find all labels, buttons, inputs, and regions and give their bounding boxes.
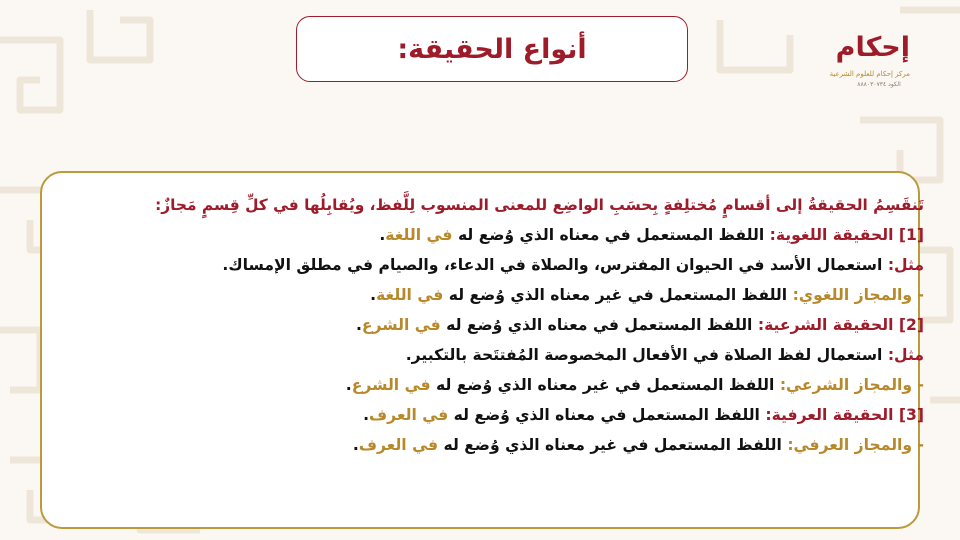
line-lead: - والمجاز اللغوي: [792,286,924,304]
line-literal-truth [58,220,924,250]
line-lead: مثل: [887,256,924,274]
line-end: . [355,316,362,334]
line-tail: في الشرع [361,316,441,334]
line-end: . [345,376,352,394]
page-title: أنواع الحقيقة: [397,33,587,65]
line-legal-truth [58,310,924,340]
line-tail: في الشرع [351,376,431,394]
content-lines [58,190,924,510]
line-end: . [363,406,369,424]
intro-line: تَنقَسِمُ الحقيقةُ إلى أقسامٍ مُختلِفةٍ بِحسَبِ الواضِع للمعنى المنسوب لِلَّفظ، ويُقابِلُها في كلِّ قِسمٍ مَجازٌ: [155,196,924,214]
line-text: اللفظ المستعمل في غير معناه الذي وُضع له [448,286,788,304]
line-lead: [3] الحقيقة العرفية: [765,406,924,424]
line-text: استعمال لفظ الصلاة في الأفعال المخصوصة المُفتتَحة بالتكبير [411,346,883,364]
line-tail: في العرف [358,436,439,454]
line-text: اللفظ المستعمل في غير معناه الذي وُضع له [443,436,782,454]
line-lead: - والمجاز الشرعي: [779,376,924,394]
line-literal-metaphor [58,280,924,310]
line-legal-metaphor [58,370,924,400]
line-customary-metaphor [58,430,924,460]
line-legal-example [58,340,924,370]
title-box [296,16,688,82]
line-lead: مثل: [887,346,924,364]
line-lead: [2] الحقيقة الشرعية: [757,316,924,334]
line-text: اللفظ المستعمل في معناه الذي وُضع له [453,406,760,424]
line-tail: في اللغة [385,226,453,244]
line-text: اللفظ المستعمل في معناه الذي وُضع له [457,226,765,244]
line-customary-truth [58,400,924,430]
logo [829,26,910,96]
line-end: . [352,436,359,454]
line-text: استعمال الأسد في الحيوان المفترس، والصلاة في الدعاء، والصيام في مطلق الإمساك [228,256,883,274]
logo-code: ﺍﻟﻜﻮﺩ ٨٨٨٠٣٠٧٣٤ [857,81,901,88]
line-end: . [379,226,386,244]
line-text: اللفظ المستعمل في غير معناه الذي وُضع له [436,376,775,394]
line-lead: - والمجاز العرفي: [787,436,924,454]
line-end: . [370,286,377,304]
line-text: اللفظ المستعمل في معناه الذي وُضع له [446,316,753,334]
line-end: . [222,256,229,274]
line-tail: في اللغة [376,286,444,304]
line-lead: [1] الحقيقة اللغوية: [769,226,924,244]
line-end: . [405,346,412,364]
line-tail: في العرف [369,406,449,424]
line-literal-example [58,250,924,280]
logo-word: إحكام [835,32,910,63]
logo-subtitle: مركز إحكام للعلوم الشرعية [829,70,910,78]
